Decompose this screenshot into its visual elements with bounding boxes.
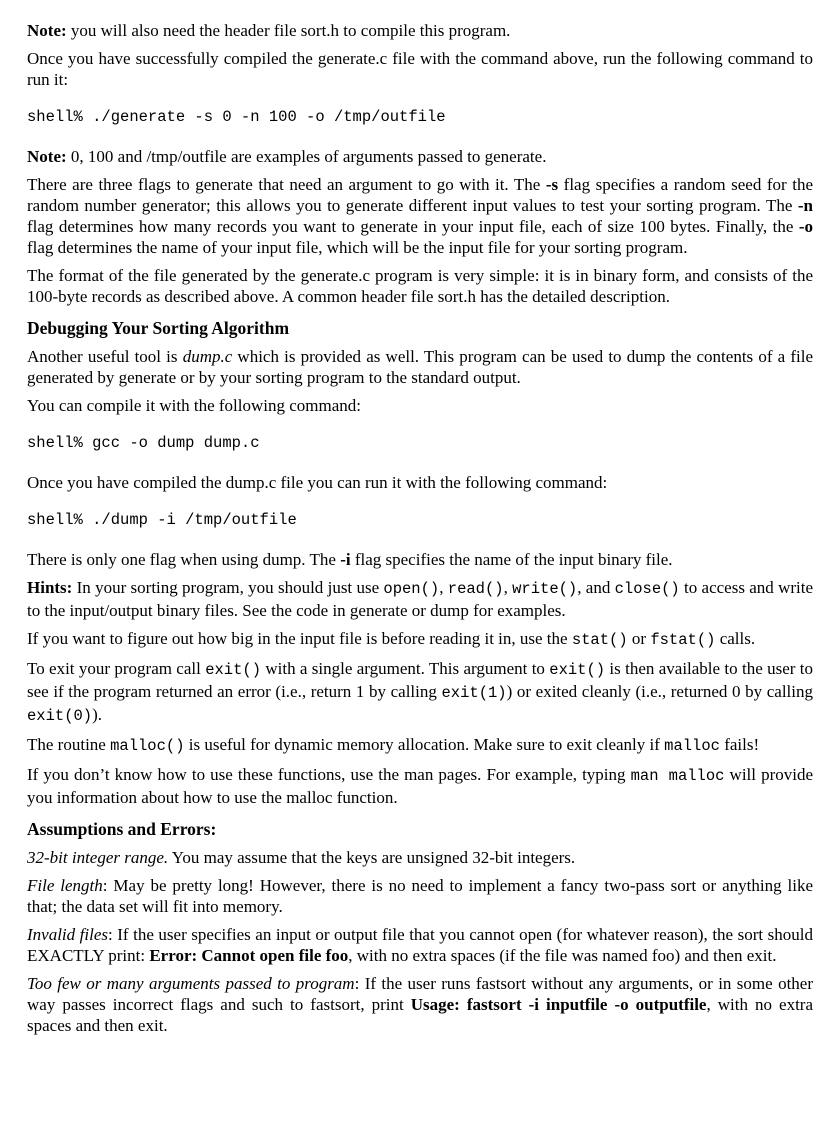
text-run: 0, 100 and /tmp/outfile are examples of arguments passed to generate. (70, 147, 547, 166)
text-run: flag specifies a random seed for the random number generator; this allows you to generate different input values to test your sorting program. The (27, 175, 813, 215)
bold-run: Note: (27, 147, 71, 166)
text-run: ) or exited cleanly (i.e., returned 0 by calling (506, 682, 813, 701)
text-run: : May be pretty long! However, there is no need to implement a fancy two-pass sort or anything like that; the data set will fit into memory. (27, 876, 814, 916)
text-run: There are three flags to generate that need an argument to go with it. The (27, 175, 546, 194)
too-few-args-italic-run: Too few or many arguments passed to program (27, 974, 355, 993)
file-length-paragraph (27, 875, 813, 917)
text-run: ). (92, 705, 103, 724)
text-run: or (627, 629, 651, 648)
open-code-run: open() (383, 580, 440, 598)
text-run: , with no extra spaces (if the file was named foo) and then exit. (348, 946, 777, 965)
text-run: flag determines the name of your input file, which will be the input file for your sorting program. (27, 238, 688, 257)
exit-code-run: exit() (549, 661, 606, 679)
text-run: There is only one flag when using dump. The (27, 550, 341, 569)
close-code-run: close() (614, 580, 680, 598)
hints-bold-run: Hints: (27, 578, 77, 597)
text-run: , and (577, 578, 615, 597)
text-run: You can compile it with the following command: (27, 396, 361, 415)
read-code-run: read() (447, 580, 504, 598)
text-run: If you don’t know how to use these functions, use the man pages. For example, typing (27, 765, 631, 784)
file-format-paragraph (27, 265, 813, 307)
text-run: You may assume that the keys are unsigned 32-bit integers. (168, 848, 576, 867)
flag-i-bold-run: -i (340, 550, 351, 569)
text-run: flag determines how many records you want to generate in your input file, each of size 100 bytes. Finally, the (27, 217, 799, 236)
invalid-files-paragraph (27, 924, 813, 966)
write-code-run: write() (512, 580, 578, 598)
gcc-dump-command-code: shell% gcc -o dump dump.c (27, 434, 260, 452)
integer-range-italic-run: 32-bit integer range. (27, 848, 169, 867)
bold-run: Note: (27, 21, 71, 40)
text-run: you will also need the header file sort.h to compile this program. (70, 21, 511, 40)
text-run: Another useful tool is (27, 347, 183, 366)
text-run: To exit your program call (27, 659, 206, 678)
exit-code-run: exit() (205, 661, 261, 679)
flags-description-paragraph (27, 174, 813, 258)
text-run: will provide you information about how to use the malloc function. (27, 765, 814, 807)
note-arguments-paragraph (27, 146, 813, 167)
text-run: which is provided as well. This program can be used to dump the contents of a file generated by generate or by your sorting program to the standard output. (27, 347, 813, 387)
text-run: : If the user specifies an input or output file that you cannot open (for whatever reason), the sort should EXACTLY print: (27, 925, 813, 965)
text-run: with a single argument. This argument to (261, 659, 550, 678)
hints-paragraph (27, 577, 813, 621)
text-run: calls. (715, 629, 756, 648)
generate-command-code: shell% ./generate -s 0 -n 100 -o /tmp/outfile (27, 108, 446, 126)
usage-message-bold-run: Usage: fastsort -i inputfile -o outputfile (410, 995, 707, 1014)
text-run: , (439, 578, 448, 597)
text-run: to access and write to the input/output binary files. See the code in generate or dump for examples. (27, 578, 814, 620)
stat-paragraph (27, 628, 813, 651)
text-run: is then available to the user to see if the program returned an error (i.e., return 1 by calling (27, 659, 813, 701)
file-length-italic-run: File length (27, 876, 103, 895)
assumptions-section-heading: Assumptions and Errors: (27, 819, 217, 839)
text-run: In your sorting program, you should just use (76, 578, 384, 597)
exit0-code-run: exit(0) (27, 707, 93, 725)
dumpc-italic-run: dump.c (182, 347, 233, 366)
dump-tool-paragraph (27, 346, 813, 388)
too-few-args-paragraph (27, 973, 813, 1036)
text-run: is useful for dynamic memory allocation. Make sure to exit cleanly if (184, 735, 665, 754)
exit-paragraph (27, 658, 813, 727)
text-run: , (503, 578, 513, 597)
malloc-code-run: malloc (664, 737, 720, 755)
error-message-bold-run: Error: Cannot open file foo (149, 946, 349, 965)
debugging-section-heading: Debugging Your Sorting Algorithm (27, 318, 290, 338)
text-run: The format of the file generated by the generate.c program is very simple: it is in binary form, and consists of the 100-byte records as described above. A common header file sort.h has the detailed description. (27, 266, 813, 306)
man-malloc-code-run: man malloc (630, 767, 725, 785)
integer-range-paragraph (27, 847, 813, 868)
flag-o-bold-run: -o (798, 217, 813, 236)
invalid-files-italic-run: Invalid files (27, 925, 109, 944)
text-run: If you want to figure out how big in the input file is before reading it in, use the (27, 629, 572, 648)
fstat-code-run: fstat() (650, 631, 716, 649)
compile-run-paragraph (27, 48, 813, 90)
text-run: , with no extra spaces and then exit. (27, 995, 813, 1035)
text-run: Once you have compiled the dump.c file you can run it with the following command: (27, 473, 608, 492)
stat-code-run: stat() (571, 631, 628, 649)
dump-flag-paragraph (27, 549, 813, 570)
dump-command-code: shell% ./dump -i /tmp/outfile (27, 511, 297, 529)
flag-n-bold-run: -n (797, 196, 813, 215)
run-dump-paragraph (27, 472, 813, 493)
note-sorth-paragraph (27, 20, 813, 41)
text-run: flag specifies the name of the input binary file. (350, 550, 673, 569)
malloc-paragraph (27, 734, 813, 757)
compile-instruction-paragraph (27, 395, 813, 416)
exit1-code-run: exit(1) (441, 684, 507, 702)
flag-s-bold-run: -s (545, 175, 559, 194)
malloc-code-run: malloc() (110, 737, 185, 755)
text-run: The routine (27, 735, 111, 754)
text-run: Once you have successfully compiled the generate.c file with the command above, run the following command to run it: (27, 49, 813, 89)
man-pages-paragraph (27, 764, 813, 808)
text-run: : If the user runs fastsort without any arguments, or in some other way passes incorrect flags and such to fastsort, print (27, 974, 813, 1014)
text-run: fails! (719, 735, 760, 754)
